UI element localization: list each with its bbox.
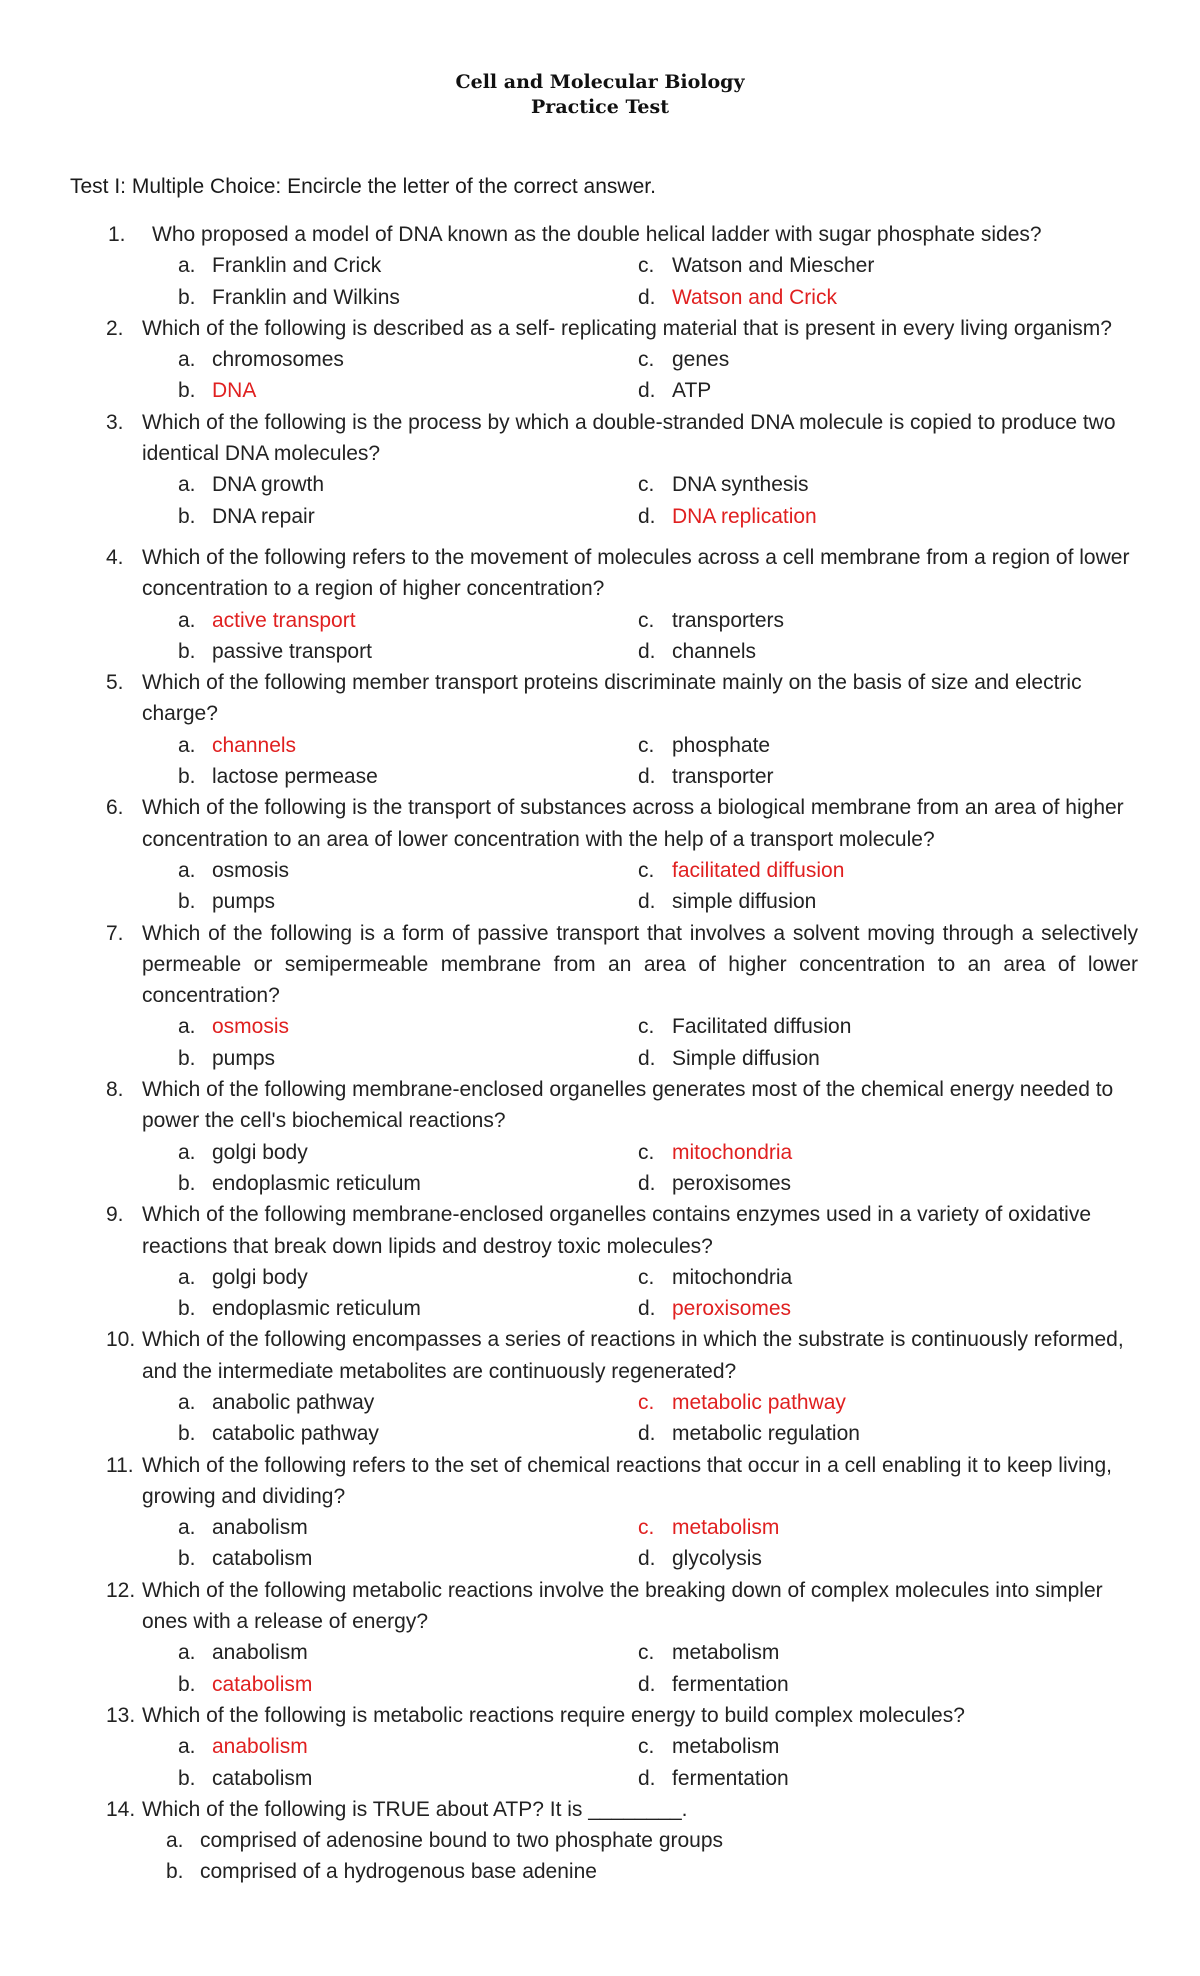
question-stem <box>0 1074 1200 1137</box>
question-number: 7. <box>106 921 124 945</box>
choice-d[interactable]: d. fermentation <box>638 1672 789 1696</box>
choice-c[interactable]: c. metabolism <box>638 1735 780 1759</box>
question-stem <box>0 1199 1200 1262</box>
choice-b[interactable]: b. endoplasmic reticulum <box>178 1297 421 1321</box>
question-stem <box>0 219 1200 250</box>
choice-row <box>0 1637 1200 1668</box>
test-instruction: Test I: Multiple Choice: Encircle the letter of the correct answer. <box>70 175 656 198</box>
question-text: Which of the following membrane-enclosed organelles generates most of the chemical energy needed to power the cell's biochemical reactions? <box>142 1078 1114 1133</box>
choice-c[interactable]: c. mitochondria <box>638 1140 793 1164</box>
question-text: Which of the following is a form of passive transport that involves a solvent moving through a selectively permeable or semipermeable membrane from an area of higher concentration to an area of lower concentration? <box>142 921 1138 1008</box>
choice-c[interactable]: c. phosphate <box>638 733 771 757</box>
choice-a[interactable]: a. channels <box>178 733 297 757</box>
choice-d[interactable]: d. peroxisomes <box>638 1297 792 1321</box>
choice-row <box>0 282 1200 313</box>
choice-b[interactable]: b. comprised of a hydrogenous base adenine <box>166 1860 597 1884</box>
choice-row <box>0 1168 1200 1199</box>
choice-b[interactable]: b. catabolic pathway <box>178 1422 379 1446</box>
choice-a[interactable]: a. anabolism <box>178 1516 308 1540</box>
choice-a[interactable]: a. active transport <box>178 608 356 632</box>
choice-row <box>0 1669 1200 1700</box>
title-block <box>0 70 1200 120</box>
question-text: Which of the following is metabolic reactions require energy to build complex molecules? <box>142 1703 965 1727</box>
choice-row <box>0 605 1200 636</box>
question-stem <box>0 1575 1200 1638</box>
choice-d[interactable]: d. fermentation <box>638 1766 789 1790</box>
choice-a[interactable]: a. chromosomes <box>178 348 344 372</box>
question-text: Which of the following is the process by which a double-stranded DNA molecule is copied to produce two identical DNA molecules? <box>142 410 1116 466</box>
document-subtitle: Practice Test <box>531 96 669 118</box>
question-number: 8. <box>106 1078 124 1102</box>
question-7 <box>0 918 1200 1074</box>
question-number: 10. <box>106 1328 136 1352</box>
choice-row <box>0 636 1200 667</box>
question-stem <box>0 407 1200 470</box>
choice-b[interactable]: b. catabolism <box>178 1766 313 1790</box>
question-number: 2. <box>106 316 124 340</box>
question-stem <box>0 918 1200 1012</box>
question-text: Which of the following is TRUE about ATP? It is ________. <box>142 1797 688 1821</box>
question-6 <box>0 792 1200 917</box>
choice-a[interactable]: a. anabolism <box>178 1735 308 1759</box>
question-1 <box>0 219 1200 313</box>
choice-c[interactable]: c. metabolism <box>638 1516 780 1540</box>
question-8 <box>0 1074 1200 1199</box>
question-11 <box>0 1450 1200 1575</box>
choice-row <box>0 1543 1200 1574</box>
choice-c[interactable]: c. transporters <box>638 608 785 632</box>
question-number: 3. <box>106 410 124 434</box>
choice-b[interactable]: b. pumps <box>178 890 276 914</box>
question-text: Which of the following is described as a self- replicating material that is present in every living organism? <box>142 316 1112 340</box>
question-number: 6. <box>106 796 124 820</box>
question-text: Which of the following metabolic reactions involve the breaking down of complex molecules into simpler ones with a release of energy? <box>142 1578 1103 1634</box>
choice-b[interactable]: b. catabolism <box>178 1547 313 1571</box>
choice-d[interactable]: d. Simple diffusion <box>638 1046 820 1070</box>
question-2 <box>0 313 1200 407</box>
choice-c[interactable]: c. mitochondria <box>638 1265 793 1289</box>
question-stem <box>0 1450 1200 1513</box>
choice-d[interactable]: d. metabolic regulation <box>638 1422 860 1446</box>
choice-c[interactable]: c. metabolic pathway <box>638 1390 846 1414</box>
choice-d[interactable]: d. glycolysis <box>638 1547 762 1571</box>
question-9 <box>0 1199 1200 1324</box>
choice-b[interactable]: b. lactose permease <box>178 765 378 789</box>
choice-b[interactable]: b. DNA repair <box>178 504 315 528</box>
question-number: 4. <box>106 545 124 569</box>
choice-row <box>0 1011 1200 1042</box>
choice-d[interactable]: d. ATP <box>638 379 712 403</box>
choice-row <box>0 250 1200 281</box>
question-13 <box>0 1700 1200 1794</box>
choice-row <box>0 1262 1200 1293</box>
question-number: 13. <box>106 1703 136 1727</box>
choice-row <box>0 1763 1200 1794</box>
question-10 <box>0 1324 1200 1449</box>
question-number: 9. <box>106 1203 124 1227</box>
choice-row <box>0 730 1200 761</box>
question-text: Which of the following refers to the movement of molecules across a cell membrane from a region of lower concentration to a region of higher concentration? <box>142 545 1130 601</box>
choice-c[interactable]: c. DNA synthesis <box>638 473 809 497</box>
choice-row <box>0 761 1200 792</box>
question-5 <box>0 667 1200 792</box>
choice-c[interactable]: c. Watson and Miescher <box>638 254 875 278</box>
question-text: Which of the following member transport proteins discriminate mainly on the basis of size and electric charge? <box>142 671 1082 726</box>
question-stem <box>0 792 1200 855</box>
question-number: 14. <box>106 1797 136 1821</box>
question-text: Which of the following refers to the set of chemical reactions that occur in a cell enabling it to keep living, growing and dividing? <box>142 1453 1112 1508</box>
choice-c[interactable]: c. Facilitated diffusion <box>638 1015 852 1039</box>
choice-a[interactable]: a. DNA growth <box>178 473 325 497</box>
choice-row <box>0 1418 1200 1449</box>
choice-d[interactable]: d. transporter <box>638 765 774 789</box>
question-stem <box>0 667 1200 730</box>
choice-row <box>0 886 1200 917</box>
choice-row <box>0 1043 1200 1074</box>
choice-row <box>0 375 1200 406</box>
question-stem <box>0 1794 1200 1825</box>
choice-b[interactable]: b. Franklin and Wilkins <box>178 285 400 309</box>
question-text: Who proposed a model of DNA known as the double helical ladder with sugar phosphate sides? <box>152 223 1042 246</box>
question-number: 11. <box>106 1453 134 1477</box>
question-stem <box>0 1324 1200 1387</box>
choice-a[interactable]: a. anabolic pathway <box>178 1390 375 1414</box>
choice-d[interactable]: d. Watson and Crick <box>638 285 837 309</box>
choice-row <box>0 469 1200 500</box>
choice-d[interactable]: d. DNA replication <box>638 504 817 528</box>
choice-a[interactable]: a. golgi body <box>178 1140 308 1164</box>
choice-a[interactable]: a. Franklin and Crick <box>178 254 382 278</box>
choice-b[interactable]: b. passive transport <box>178 639 372 663</box>
choice-row <box>0 1387 1200 1418</box>
choice-a[interactable]: a. anabolism <box>178 1641 308 1665</box>
choice-a[interactable]: a. golgi body <box>178 1265 308 1289</box>
choice-a[interactable]: a. osmosis <box>178 1015 290 1039</box>
choice-row <box>0 344 1200 375</box>
choice-b[interactable]: b. catabolism <box>178 1672 313 1696</box>
question-stem <box>0 1700 1200 1731</box>
question-stem <box>0 542 1200 605</box>
choice-c[interactable]: c. genes <box>638 348 730 372</box>
choice-row <box>0 1137 1200 1168</box>
choice-b[interactable]: b. DNA <box>178 379 257 403</box>
question-stem <box>0 313 1200 344</box>
choice-d[interactable]: d. channels <box>638 639 757 663</box>
question-text: Which of the following membrane-enclosed organelles contains enzymes used in a variety of oxidative reactions that break down lipids and destroy toxic molecules? <box>142 1203 1091 1258</box>
document-title: Cell and Molecular Biology <box>455 71 745 93</box>
question-list <box>0 219 1200 1888</box>
question-text: Which of the following encompasses a series of reactions in which the substrate is continuously reformed, and the intermediate metabolites are continuously regenerated? <box>142 1328 1124 1383</box>
question-4 <box>0 542 1200 667</box>
question-12 <box>0 1575 1200 1700</box>
choice-row <box>0 1731 1200 1762</box>
choice-row <box>0 1293 1200 1324</box>
choice-row <box>0 1512 1200 1543</box>
choice-b[interactable]: b. pumps <box>178 1046 276 1070</box>
question-number: 5. <box>106 671 124 695</box>
choice-a[interactable]: a. osmosis <box>178 858 290 882</box>
question-3 <box>0 407 1200 532</box>
choice-c[interactable]: c. metabolism <box>638 1641 780 1665</box>
question-text: Which of the following is the transport of substances across a biological membrane from an area of higher concentration to an area of lower concentration with the help of a transport molecule? <box>142 796 1124 851</box>
question-number: 1. <box>108 223 126 246</box>
choice-row <box>0 501 1200 532</box>
choice-d[interactable]: d. peroxisomes <box>638 1171 792 1195</box>
choice-a[interactable]: a. comprised of adenosine bound to two phosphate groups <box>166 1829 724 1853</box>
choice-c[interactable]: c. facilitated diffusion <box>638 858 845 882</box>
question-number: 12. <box>106 1578 136 1602</box>
choice-d[interactable]: d. simple diffusion <box>638 890 817 914</box>
question-14 <box>0 1794 1200 1888</box>
choice-b[interactable]: b. endoplasmic reticulum <box>178 1171 421 1195</box>
choice-row <box>0 855 1200 886</box>
